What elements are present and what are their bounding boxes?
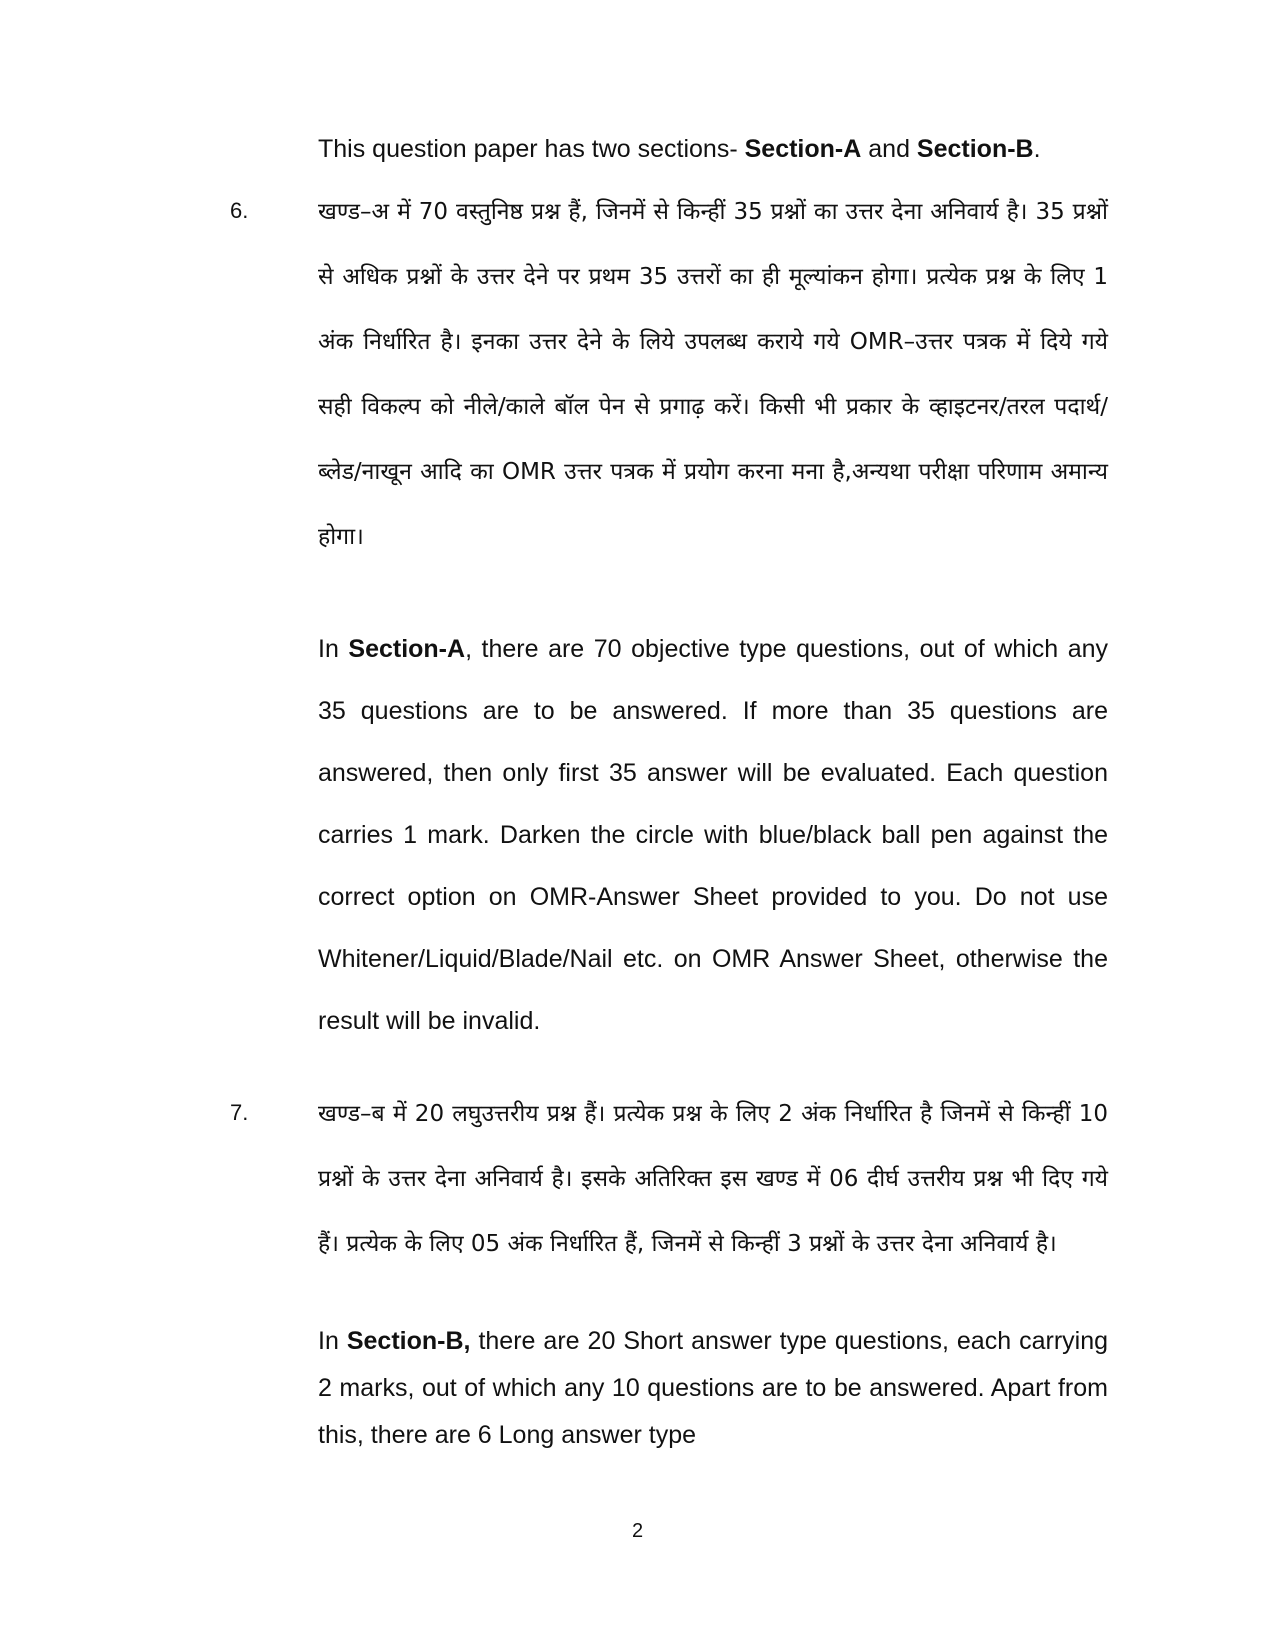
intro-and: and: [861, 135, 917, 163]
item-6-number: 6.: [230, 198, 249, 223]
page-number: 2: [631, 1520, 644, 1542]
item-7-number: 7.: [230, 1100, 249, 1125]
intro-text: This question paper has two sections-: [318, 135, 745, 163]
intro-end: .: [1033, 135, 1041, 163]
item-6-en-prefix: In: [318, 635, 349, 663]
intro-paragraph: [318, 118, 1108, 180]
section-a-label: Section-A: [744, 135, 862, 163]
item-7-hindi: खण्ड–ब में 20 लघुउत्तरीय प्रश्न हैं। प्रत्येक प्रश्न के लिए 2 अंक निर्धारित है जिनमें से किन्हीं 10 प्रश्नों के उत्तर देना अनिवार्य है। इसके अतिरिक्त इस खण्ड में 06 दीर्घ उत्तरीय प्रश्न भी दिए गये हैं। प्रत्येक के लिए 05 अंक निर्धारित हैं, जिनमें से किन्हीं 3 प्रश्नों के उत्तर देना अनिवार्य है।: [318, 1101, 1108, 1257]
item-6-en-rest: , there are 70 objective type questions, out of which any 35 questions are to be answered. If more than 35 questions are answered, then only first 35 answer will be evaluated. Each question carries 1 mark. Darken the circle with blue/black ball pen against the correct option on OMR-Answer Sheet provided to you. Do not use Whitener/Liquid/Blade/Nail etc. on OMR Answer Sheet, otherwise the result will be invalid.: [318, 635, 1108, 1035]
item-7-english: [318, 1318, 1108, 1459]
item-7-en-rest: there are 20 Short answer type questions, each carrying 2 marks, out of which any 10 questions are to be answered. Apart from this, there are 6 Long answer type: [318, 1327, 1109, 1449]
item-6-hindi: खण्ड–अ में 70 वस्तुनिष्ठ प्रश्न हैं, जिनमें से किन्हीं 35 प्रश्नों का उत्तर देना अनिवार्य है। 35 प्रश्नों से अधिक प्रश्नों के उत्तर देने पर प्रथम 35 उत्तरों का ही मूल्यांकन होगा। प्रत्येक प्रश्न के लिए 1 अंक निर्धारित है। इनका उत्तर देने के लिये उपलब्ध कराये गये OMR–उत्तर पत्रक में दिये गये सही विकल्प को नीले/काले बॉल पेन से प्रगाढ़ करें। किसी भी प्रकार के व्हाइटनर/तरल पदार्थ/ब्लेड/नाखून आदि का OMR उत्तर पत्रक में प्रयोग करना मना है,अन्यथा परीक्षा परिणाम अमान्य होगा।: [318, 199, 1108, 550]
section-b-label: Section-B: [916, 135, 1034, 163]
item-6-english: [318, 618, 1108, 1052]
item-7-en-prefix: In: [318, 1327, 347, 1355]
item-7-en-section: Section-B,: [346, 1327, 471, 1355]
item-6-en-section: Section-A: [348, 635, 466, 663]
